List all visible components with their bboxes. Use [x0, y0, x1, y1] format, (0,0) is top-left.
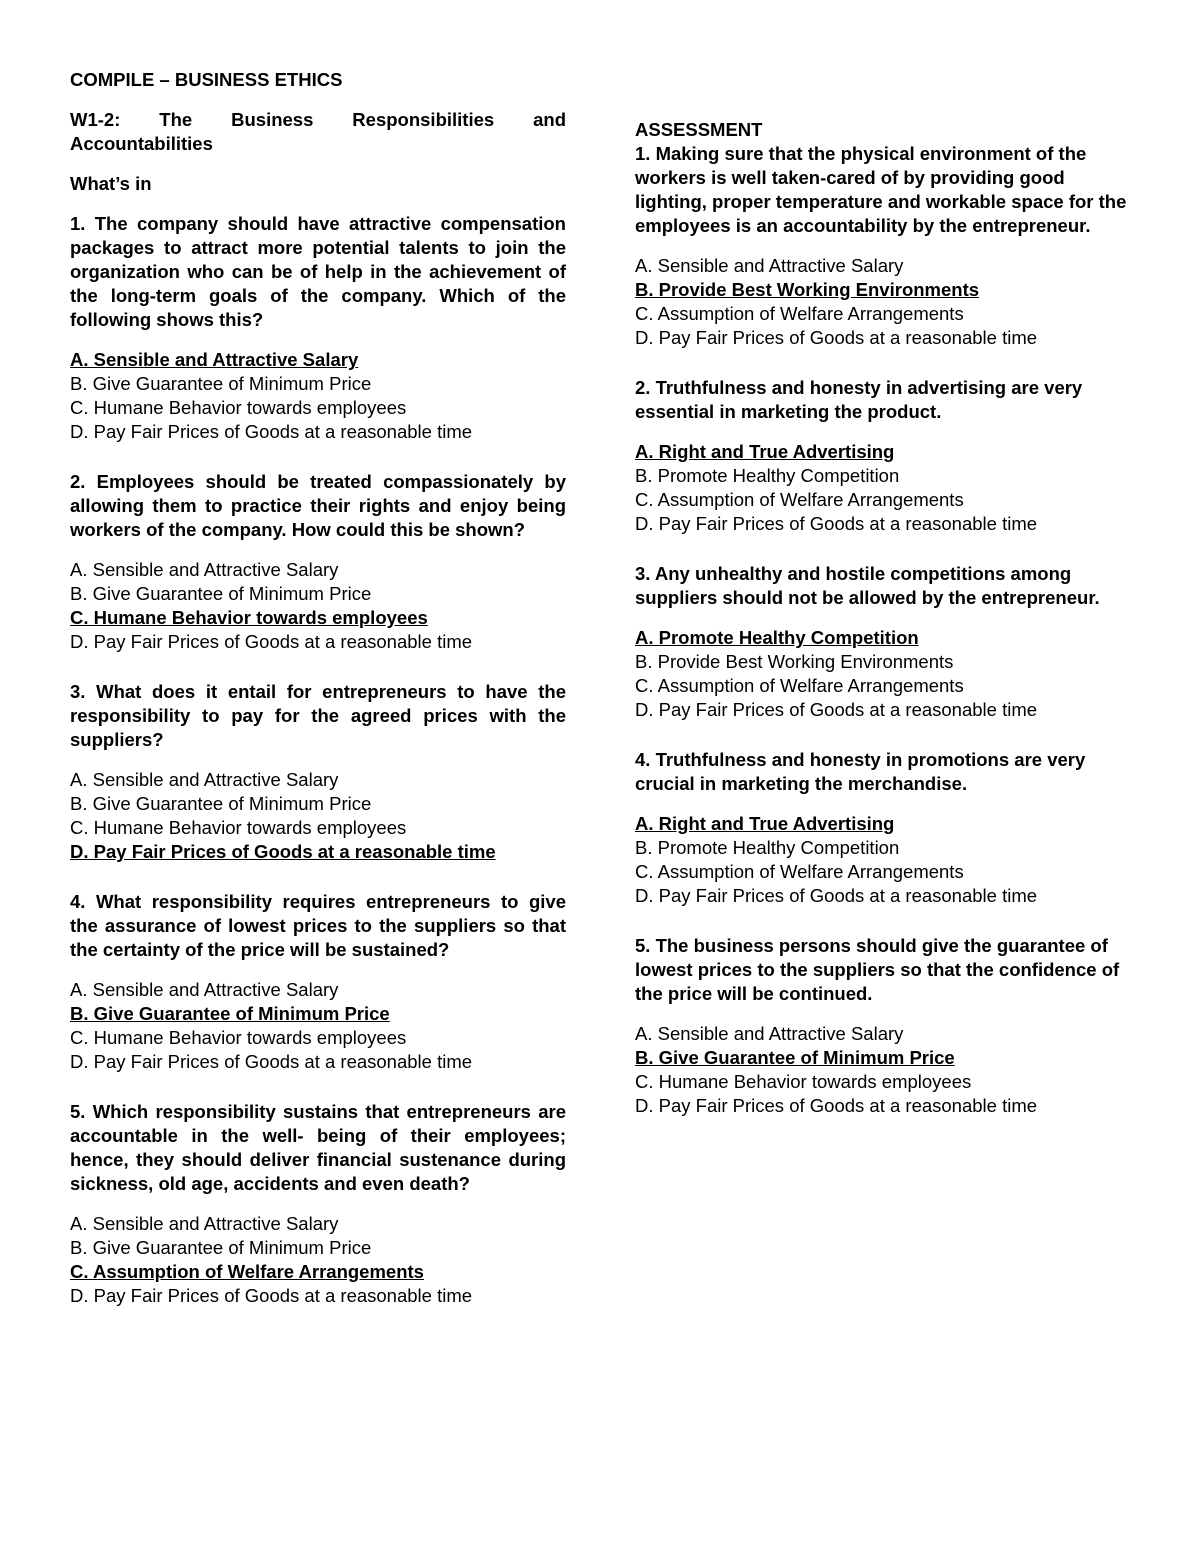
correct-option: D. Pay Fair Prices of Goods at a reasonable time	[70, 841, 496, 862]
option: D. Pay Fair Prices of Goods at a reasonable time	[635, 885, 1038, 906]
option: D. Pay Fair Prices of Goods at a reasonable time	[70, 421, 473, 442]
question-text: 3. Any unhealthy and hostile competitions among suppliers should not be allowed by the entrepreneur.	[635, 563, 1100, 608]
question-block	[635, 748, 1135, 908]
correct-option: A. Sensible and Attractive Salary	[70, 349, 359, 370]
correct-option: A. Promote Healthy Competition	[635, 627, 919, 648]
correct-option: B. Give Guarantee of Minimum Price	[635, 1047, 955, 1068]
option: C. Humane Behavior towards employees	[635, 1071, 972, 1092]
document-title: COMPILE – BUSINESS ETHICS	[70, 69, 343, 90]
question-text: 1. The company should have attractive compensation packages to attract more potential talents to join the organization who can be of help in the achievement of the long-term goals of the company. Which of the following shows this?	[70, 213, 566, 330]
correct-option: A. Right and True Advertising	[635, 441, 895, 462]
question-text: 2. Truthfulness and honesty in advertising are very essential in marketing the product.	[635, 377, 1083, 422]
option-list	[70, 768, 566, 864]
option-list	[70, 1212, 566, 1308]
correct-option: B. Give Guarantee of Minimum Price	[70, 1003, 390, 1024]
option-list	[70, 348, 566, 444]
question-block	[635, 142, 1135, 350]
question-block	[635, 934, 1135, 1118]
option: C. Assumption of Welfare Arrangements	[635, 489, 964, 510]
option: C. Assumption of Welfare Arrangements	[635, 675, 964, 696]
right-question-list	[635, 142, 1135, 1118]
option: C. Humane Behavior towards employees	[70, 1027, 407, 1048]
question-block	[635, 562, 1135, 722]
question-text: 5. The business persons should give the guarantee of lowest prices to the suppliers so that the confidence of the price will be continued.	[635, 935, 1120, 1004]
correct-option: B. Provide Best Working Environments	[635, 279, 980, 300]
right-column	[635, 118, 1135, 1144]
option-list	[635, 1022, 1135, 1118]
option-list	[635, 812, 1135, 908]
question-text: 3. What does it entail for entrepreneurs to have the responsibility to pay for the agreed prices with the suppliers?	[70, 681, 566, 750]
option: B. Promote Healthy Competition	[635, 465, 900, 486]
question-text: 2. Employees should be treated compassionately by allowing them to practice their rights and enjoy being workers of the company. How could this be shown?	[70, 471, 566, 540]
correct-option: C. Assumption of Welfare Arrangements	[70, 1261, 424, 1282]
option: A. Sensible and Attractive Salary	[635, 255, 904, 276]
left-column	[70, 68, 566, 1334]
section-title: W1-2: The Business Responsibilities and Accountabilities	[70, 109, 566, 154]
option-list	[70, 558, 566, 654]
option: A. Sensible and Attractive Salary	[70, 769, 339, 790]
option: A. Sensible and Attractive Salary	[70, 1213, 339, 1234]
option: D. Pay Fair Prices of Goods at a reasonable time	[70, 1285, 473, 1306]
left-question-list	[70, 212, 566, 1308]
question-text: 4. What responsibility requires entrepreneurs to give the assurance of lowest prices to the suppliers so that the certainty of the price will be sustained?	[70, 891, 566, 960]
option: D. Pay Fair Prices of Goods at a reasonable time	[70, 631, 473, 652]
option-list	[635, 626, 1135, 722]
option: D. Pay Fair Prices of Goods at a reasonable time	[635, 699, 1038, 720]
option: B. Give Guarantee of Minimum Price	[70, 373, 372, 394]
correct-option: C. Humane Behavior towards employees	[70, 607, 428, 628]
option: B. Give Guarantee of Minimum Price	[70, 793, 372, 814]
option: A. Sensible and Attractive Salary	[635, 1023, 904, 1044]
option: D. Pay Fair Prices of Goods at a reasonable time	[70, 1051, 473, 1072]
question-block	[70, 470, 566, 654]
whats-in-heading: What’s in	[70, 173, 152, 194]
option: B. Provide Best Working Environments	[635, 651, 954, 672]
question-text: 5. Which responsibility sustains that entrepreneurs are accountable in the well- being of their employees; hence, they should deliver financial sustenance during sickness, old age, accidents and even death?	[70, 1101, 566, 1194]
option: A. Sensible and Attractive Salary	[70, 979, 339, 1000]
question-block	[70, 890, 566, 1074]
option-list	[635, 440, 1135, 536]
assessment-heading: ASSESSMENT	[635, 119, 763, 140]
option: B. Give Guarantee of Minimum Price	[70, 583, 372, 604]
question-text: 4. Truthfulness and honesty in promotions are very crucial in marketing the merchandise.	[635, 749, 1086, 794]
option-list	[70, 978, 566, 1074]
option: D. Pay Fair Prices of Goods at a reasonable time	[635, 327, 1038, 348]
correct-option: A. Right and True Advertising	[635, 813, 895, 834]
option: D. Pay Fair Prices of Goods at a reasonable time	[635, 1095, 1038, 1116]
option: C. Assumption of Welfare Arrangements	[635, 303, 964, 324]
option-list	[635, 254, 1135, 350]
question-block	[70, 212, 566, 444]
option: B. Give Guarantee of Minimum Price	[70, 1237, 372, 1258]
question-block	[70, 1100, 566, 1308]
option: A. Sensible and Attractive Salary	[70, 559, 339, 580]
question-text: 1. Making sure that the physical environment of the workers is well taken-cared of by providing good lighting, proper temperature and workable space for the employees is an accountability by the entrepreneur.	[635, 143, 1127, 236]
option: C. Assumption of Welfare Arrangements	[635, 861, 964, 882]
question-block	[635, 376, 1135, 536]
option: D. Pay Fair Prices of Goods at a reasonable time	[635, 513, 1038, 534]
option: C. Humane Behavior towards employees	[70, 817, 407, 838]
question-block	[70, 680, 566, 864]
option: C. Humane Behavior towards employees	[70, 397, 407, 418]
option: B. Promote Healthy Competition	[635, 837, 900, 858]
